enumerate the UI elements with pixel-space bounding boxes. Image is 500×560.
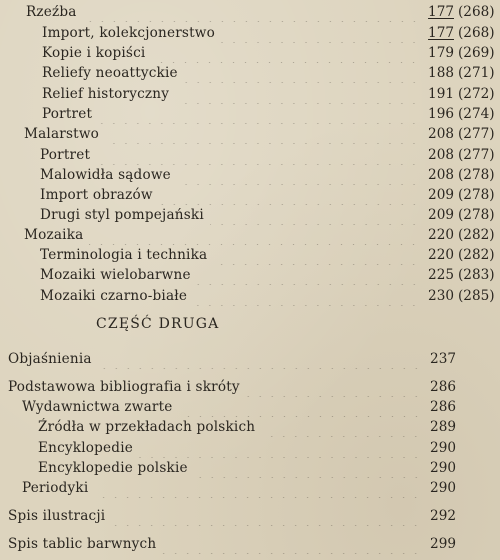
dot-leader xyxy=(98,104,420,124)
toc-entry xyxy=(40,245,496,265)
dot-leader xyxy=(98,349,422,369)
toc-entry xyxy=(38,417,458,437)
entry-page: 292 xyxy=(430,508,456,524)
entry-page: 290 xyxy=(430,440,456,456)
entry-label: Mozaiki czarno-białe xyxy=(40,288,188,304)
entry-page: 286 xyxy=(430,399,456,415)
entry-page: 191 xyxy=(428,86,454,102)
dot-leader xyxy=(194,458,422,478)
dot-leader xyxy=(96,145,420,165)
entry-label: Źródła w przekładach polskich xyxy=(38,419,256,435)
toc-entry xyxy=(42,23,496,43)
toc-entry xyxy=(22,397,458,417)
entry-alt-page: (274) xyxy=(458,106,495,122)
entry-alt-page: (278) xyxy=(458,167,495,183)
toc-entry xyxy=(38,438,458,458)
toc-entry xyxy=(40,165,496,185)
entry-label: Mozaika xyxy=(24,227,84,243)
entry-alt-page: (268) xyxy=(458,4,495,20)
entry-page: 225 xyxy=(428,267,454,283)
entry-page: 290 xyxy=(430,480,456,496)
toc-entry xyxy=(40,265,496,285)
entry-page: 188 xyxy=(428,65,454,81)
dot-leader xyxy=(177,165,420,185)
entry-alt-page: (283) xyxy=(458,267,495,283)
entry-label: Drugi styl pompejański xyxy=(40,207,204,223)
dot-leader xyxy=(213,245,420,265)
part-two-heading: CZĘŚĆ DRUGA xyxy=(96,316,220,332)
dot-leader xyxy=(193,286,420,306)
entry-page: 220 xyxy=(428,227,454,243)
toc-entry xyxy=(24,124,496,144)
entry-alt-page: (282) xyxy=(458,247,495,263)
dot-leader xyxy=(197,265,420,285)
entry-label: Import, kolekcjonerstwo xyxy=(42,25,215,41)
dot-leader xyxy=(83,2,420,22)
entry-page: 196 xyxy=(428,106,454,122)
entry-label: Podstawowa bibliografia i skróty xyxy=(8,379,240,395)
entry-label: Encyklopedie xyxy=(38,440,133,456)
dot-leader xyxy=(105,124,420,144)
toc-entry xyxy=(42,104,496,124)
entry-alt-page: (272) xyxy=(458,86,495,102)
dot-leader xyxy=(162,534,422,554)
entry-label: Import obrazów xyxy=(40,187,153,203)
entry-page: 177 xyxy=(428,4,454,20)
entry-label: Rzeźba xyxy=(26,4,77,20)
entry-label: Kopie i kopiści xyxy=(42,45,146,61)
dot-leader xyxy=(261,417,422,437)
entry-page: 208 xyxy=(428,167,454,183)
toc-entry xyxy=(8,377,458,397)
entry-alt-page: (277) xyxy=(458,126,495,142)
toc-entry xyxy=(42,63,496,83)
toc-entry xyxy=(24,225,496,245)
dot-leader xyxy=(139,438,422,458)
dot-leader xyxy=(246,377,422,397)
entry-alt-page: (268) xyxy=(458,25,495,41)
entry-label: Relief historyczny xyxy=(42,86,170,102)
toc-entry xyxy=(26,2,496,22)
entry-page: 299 xyxy=(430,536,456,552)
entry-page: 220 xyxy=(428,247,454,263)
entry-label: Reliefy neoattyckie xyxy=(42,65,178,81)
toc-entry xyxy=(42,43,496,63)
entry-page: 290 xyxy=(430,460,456,476)
toc-entry xyxy=(40,286,496,306)
entry-label: Terminologia i technika xyxy=(40,247,208,263)
dot-leader xyxy=(221,23,420,43)
toc-entry xyxy=(38,458,458,478)
toc-entry xyxy=(8,506,458,526)
toc-entry xyxy=(40,145,496,165)
entry-alt-page: (278) xyxy=(458,207,495,223)
entry-page: 289 xyxy=(430,419,456,435)
entry-page: 230 xyxy=(428,288,454,304)
toc-entry xyxy=(22,478,458,498)
entry-page: 286 xyxy=(430,379,456,395)
dot-leader xyxy=(111,506,422,526)
toc-entry xyxy=(42,84,496,104)
entry-label: Objaśnienia xyxy=(8,351,92,367)
entry-alt-page: (282) xyxy=(458,227,495,243)
dot-leader xyxy=(89,225,420,245)
entry-label: Periodyki xyxy=(22,480,89,496)
dot-leader xyxy=(94,478,422,498)
entry-page: 208 xyxy=(428,147,454,163)
entry-page: 179 xyxy=(428,45,454,61)
entry-label: Mozaiki wielobarwne xyxy=(40,267,191,283)
entry-label: Encyklopedie polskie xyxy=(38,460,188,476)
entry-page: 209 xyxy=(428,187,454,203)
entry-page: 209 xyxy=(428,207,454,223)
entry-label: Portret xyxy=(42,106,93,122)
dot-leader xyxy=(179,397,422,417)
dot-leader xyxy=(210,205,420,225)
entry-page: 177 xyxy=(428,25,454,41)
entry-page: 237 xyxy=(430,351,456,367)
toc-entry xyxy=(8,349,458,369)
entry-label: Spis ilustracji xyxy=(8,508,106,524)
dot-leader xyxy=(175,84,420,104)
entry-label: Wydawnictwa zwarte xyxy=(22,399,173,415)
toc-entry xyxy=(8,534,458,554)
dot-leader xyxy=(184,63,420,83)
entry-alt-page: (285) xyxy=(458,288,495,304)
entry-label: Portret xyxy=(40,147,91,163)
entry-page: 208 xyxy=(428,126,454,142)
toc-entry xyxy=(40,205,496,225)
entry-label: Spis tablic barwnych xyxy=(8,536,157,552)
entry-alt-page: (278) xyxy=(458,187,495,203)
dot-leader xyxy=(159,185,420,205)
entry-alt-page: (277) xyxy=(458,147,495,163)
entry-alt-page: (271) xyxy=(458,65,495,81)
dot-leader xyxy=(151,43,420,63)
entry-label: Malowidła sądowe xyxy=(40,167,171,183)
entry-alt-page: (269) xyxy=(458,45,495,61)
toc-entry xyxy=(40,185,496,205)
entry-label: Malarstwo xyxy=(24,126,100,142)
